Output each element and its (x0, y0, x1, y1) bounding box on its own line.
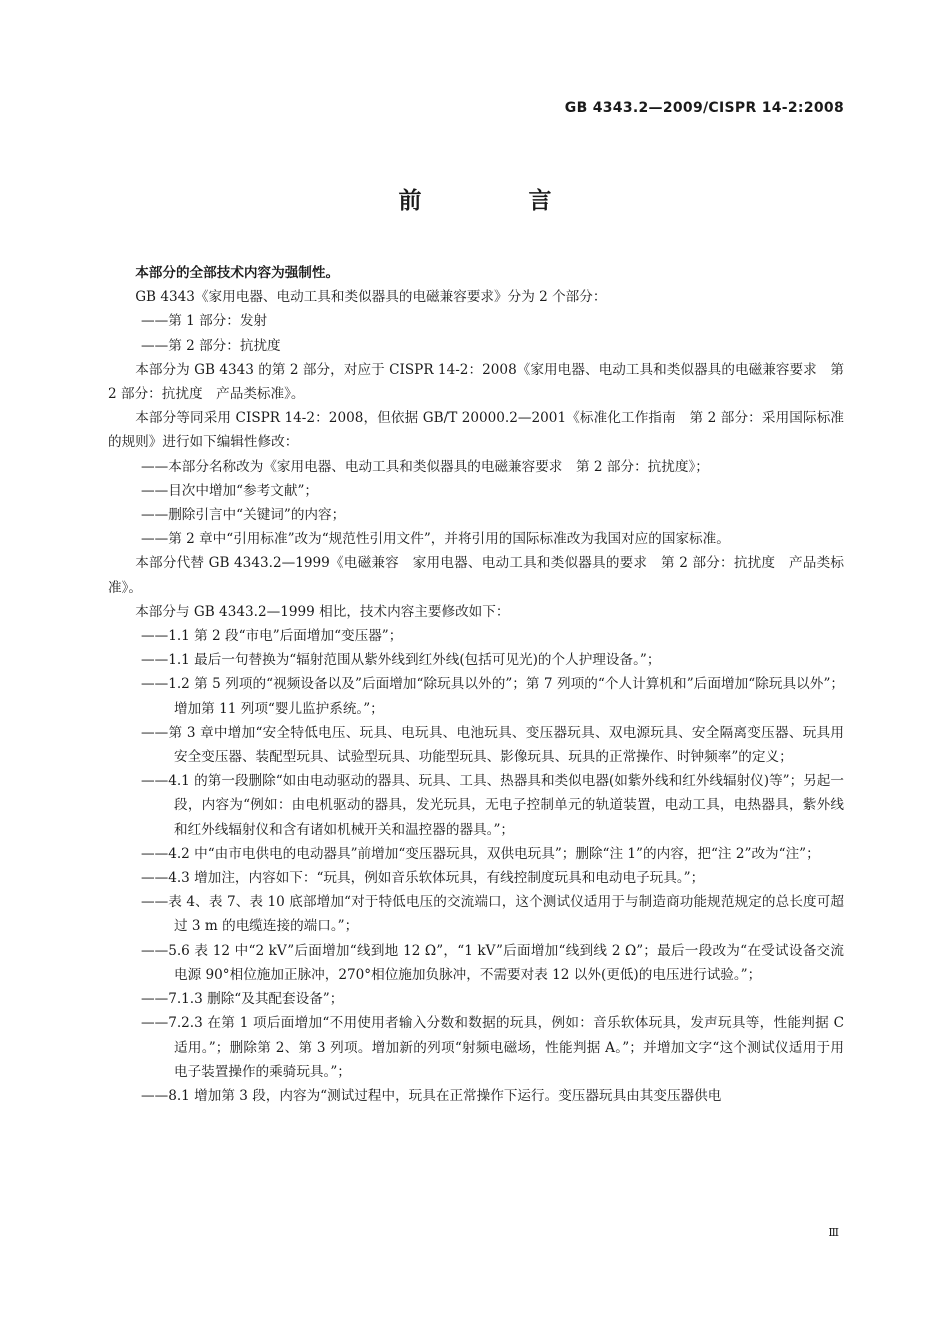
paragraph: 本部分与 GB 4343.2—1999 相比，技术内容主要修改如下： (135, 603, 510, 620)
foreword-body (108, 261, 844, 1108)
list-item: ——4.1 的第一段删除“如由电动驱动的器具、玩具、工具、热器具和类似电器(如紫外线和红外线辐射仪)等”；另起一段，内容为“例如：由电机驱动的器具，发光玩具，无电子控制单元的轨道装置，电动工具，电热器具，紫外线和红外线辐射仪和含有诸如机械开关和温控器的器具。”； (141, 773, 844, 838)
paragraph: 本部分的全部技术内容为强制性。 (135, 265, 340, 281)
list-item: ——4.3 增加注，内容如下：“玩具，例如音乐软体玩具，有线控制度玩具和电动电子玩具。”； (141, 870, 705, 887)
page-number: Ⅲ (828, 1226, 840, 1239)
list-item: ——表 4、表 7、表 10 底部增加“对于特低电压的交流端口，这个测试仪适用于与制造商功能规范规定的总长度可超过 3 m 的电缆连接的端口。”； (141, 894, 844, 935)
list-item: ——目次中增加“参考文献”； (141, 482, 319, 499)
page-title: 前 言 (398, 188, 594, 214)
paragraph: 本部分等同采用 CISPR 14-2：2008，但依据 GB/T 20000.2—2001《标准化工作指南 第 2 部分：采用国际标准的规则》进行如下编辑性修改： (108, 410, 844, 451)
list-item: ——7.2.3 在第 1 项后面增加“不用使用者输入分数和数据的玩具，例如：音乐软体玩具，发声玩具等，性能判据 C 适用。”；删除第 2、第 3 列项。增加新的列项“射频电磁场，性能判据 A。”；并增加文字“这个测试仪适用于用电子装置操作的乘骑玩具。”； (141, 1015, 844, 1080)
list-item: ——7.1.3 删除“及其配套设备”； (141, 991, 344, 1008)
list-item: ——第 2 部分：抗扰度 (141, 337, 281, 354)
list-item: ——第 1 部分：发射 (141, 313, 268, 330)
list-item: ——1.1 最后一句替换为“辐射范围从紫外线到红外线(包括可见光)的个人护理设备。”； (141, 652, 661, 669)
paragraph: 本部分代替 GB 4343.2—1999《电磁兼容 家用电器、电动工具和类似器具的要求 第 2 部分：抗扰度 产品类标准》。 (108, 555, 844, 596)
list-item: ——删除引言中“关键词”的内容； (141, 507, 346, 524)
paragraph: GB 4343《家用电器、电动工具和类似器具的电磁兼容要求》分为 2 个部分： (135, 289, 607, 306)
paragraph: 本部分为 GB 4343 的第 2 部分，对应于 CISPR 14-2：2008《家用电器、电动工具和类似器具的电磁兼容要求 第 2 部分：抗扰度 产品类标准》。 (108, 361, 844, 403)
list-item: ——1.1 第 2 段“市电”后面增加“变压器”； (141, 628, 403, 645)
list-item: ——8.1 增加第 3 段，内容为“测试过程中，玩具在正常操作下运行。变压器玩具由其变压器供电 (141, 1087, 722, 1104)
list-item: ——5.6 表 12 中“2 kV”后面增加“线到地 12 Ω”，“1 kV”后面增加“线到线 2 Ω”；最后一段改为“在受试设备交流电源 90°相位施加正脉冲，270°相位施加负脉冲，不需要对表 12 以外(更低)的电压进行试验。”； (141, 942, 844, 983)
list-item: ——本部分名称改为《家用电器、电动工具和类似器具的电磁兼容要求 第 2 部分：抗扰度》； (141, 458, 709, 475)
standard-code-header: GB 4343.2—2009/CISPR 14-2:2008 (564, 100, 844, 116)
list-item: ——第 2 章中“引用标准”改为“规范性引用文件”，并将引用的国际标准改为我国对应的国家标准。 (141, 531, 730, 548)
list-item: ——1.2 第 5 列项的“视频设备以及”后面增加“除玩具以外的”；第 7 列项的“个人计算机和”后面增加“除玩具以外”；增加第 11 列项“婴儿监护系统。”； (141, 676, 844, 717)
list-item: ——4.2 中“由市电供电的电动器具”前增加“变压器玩具，双供电玩具”；删除“注 1”的内容，把“注 2”改为“注”； (141, 845, 820, 862)
list-item: ——第 3 章中增加“安全特低电压、玩具、电玩具、电池玩具、变压器玩具、双电源玩具、安全隔离变压器、玩具用安全变压器、装配型玩具、试验型玩具、功能型玩具、影像玩具、玩具的正常操作、时钟频率”的定义； (141, 724, 844, 766)
